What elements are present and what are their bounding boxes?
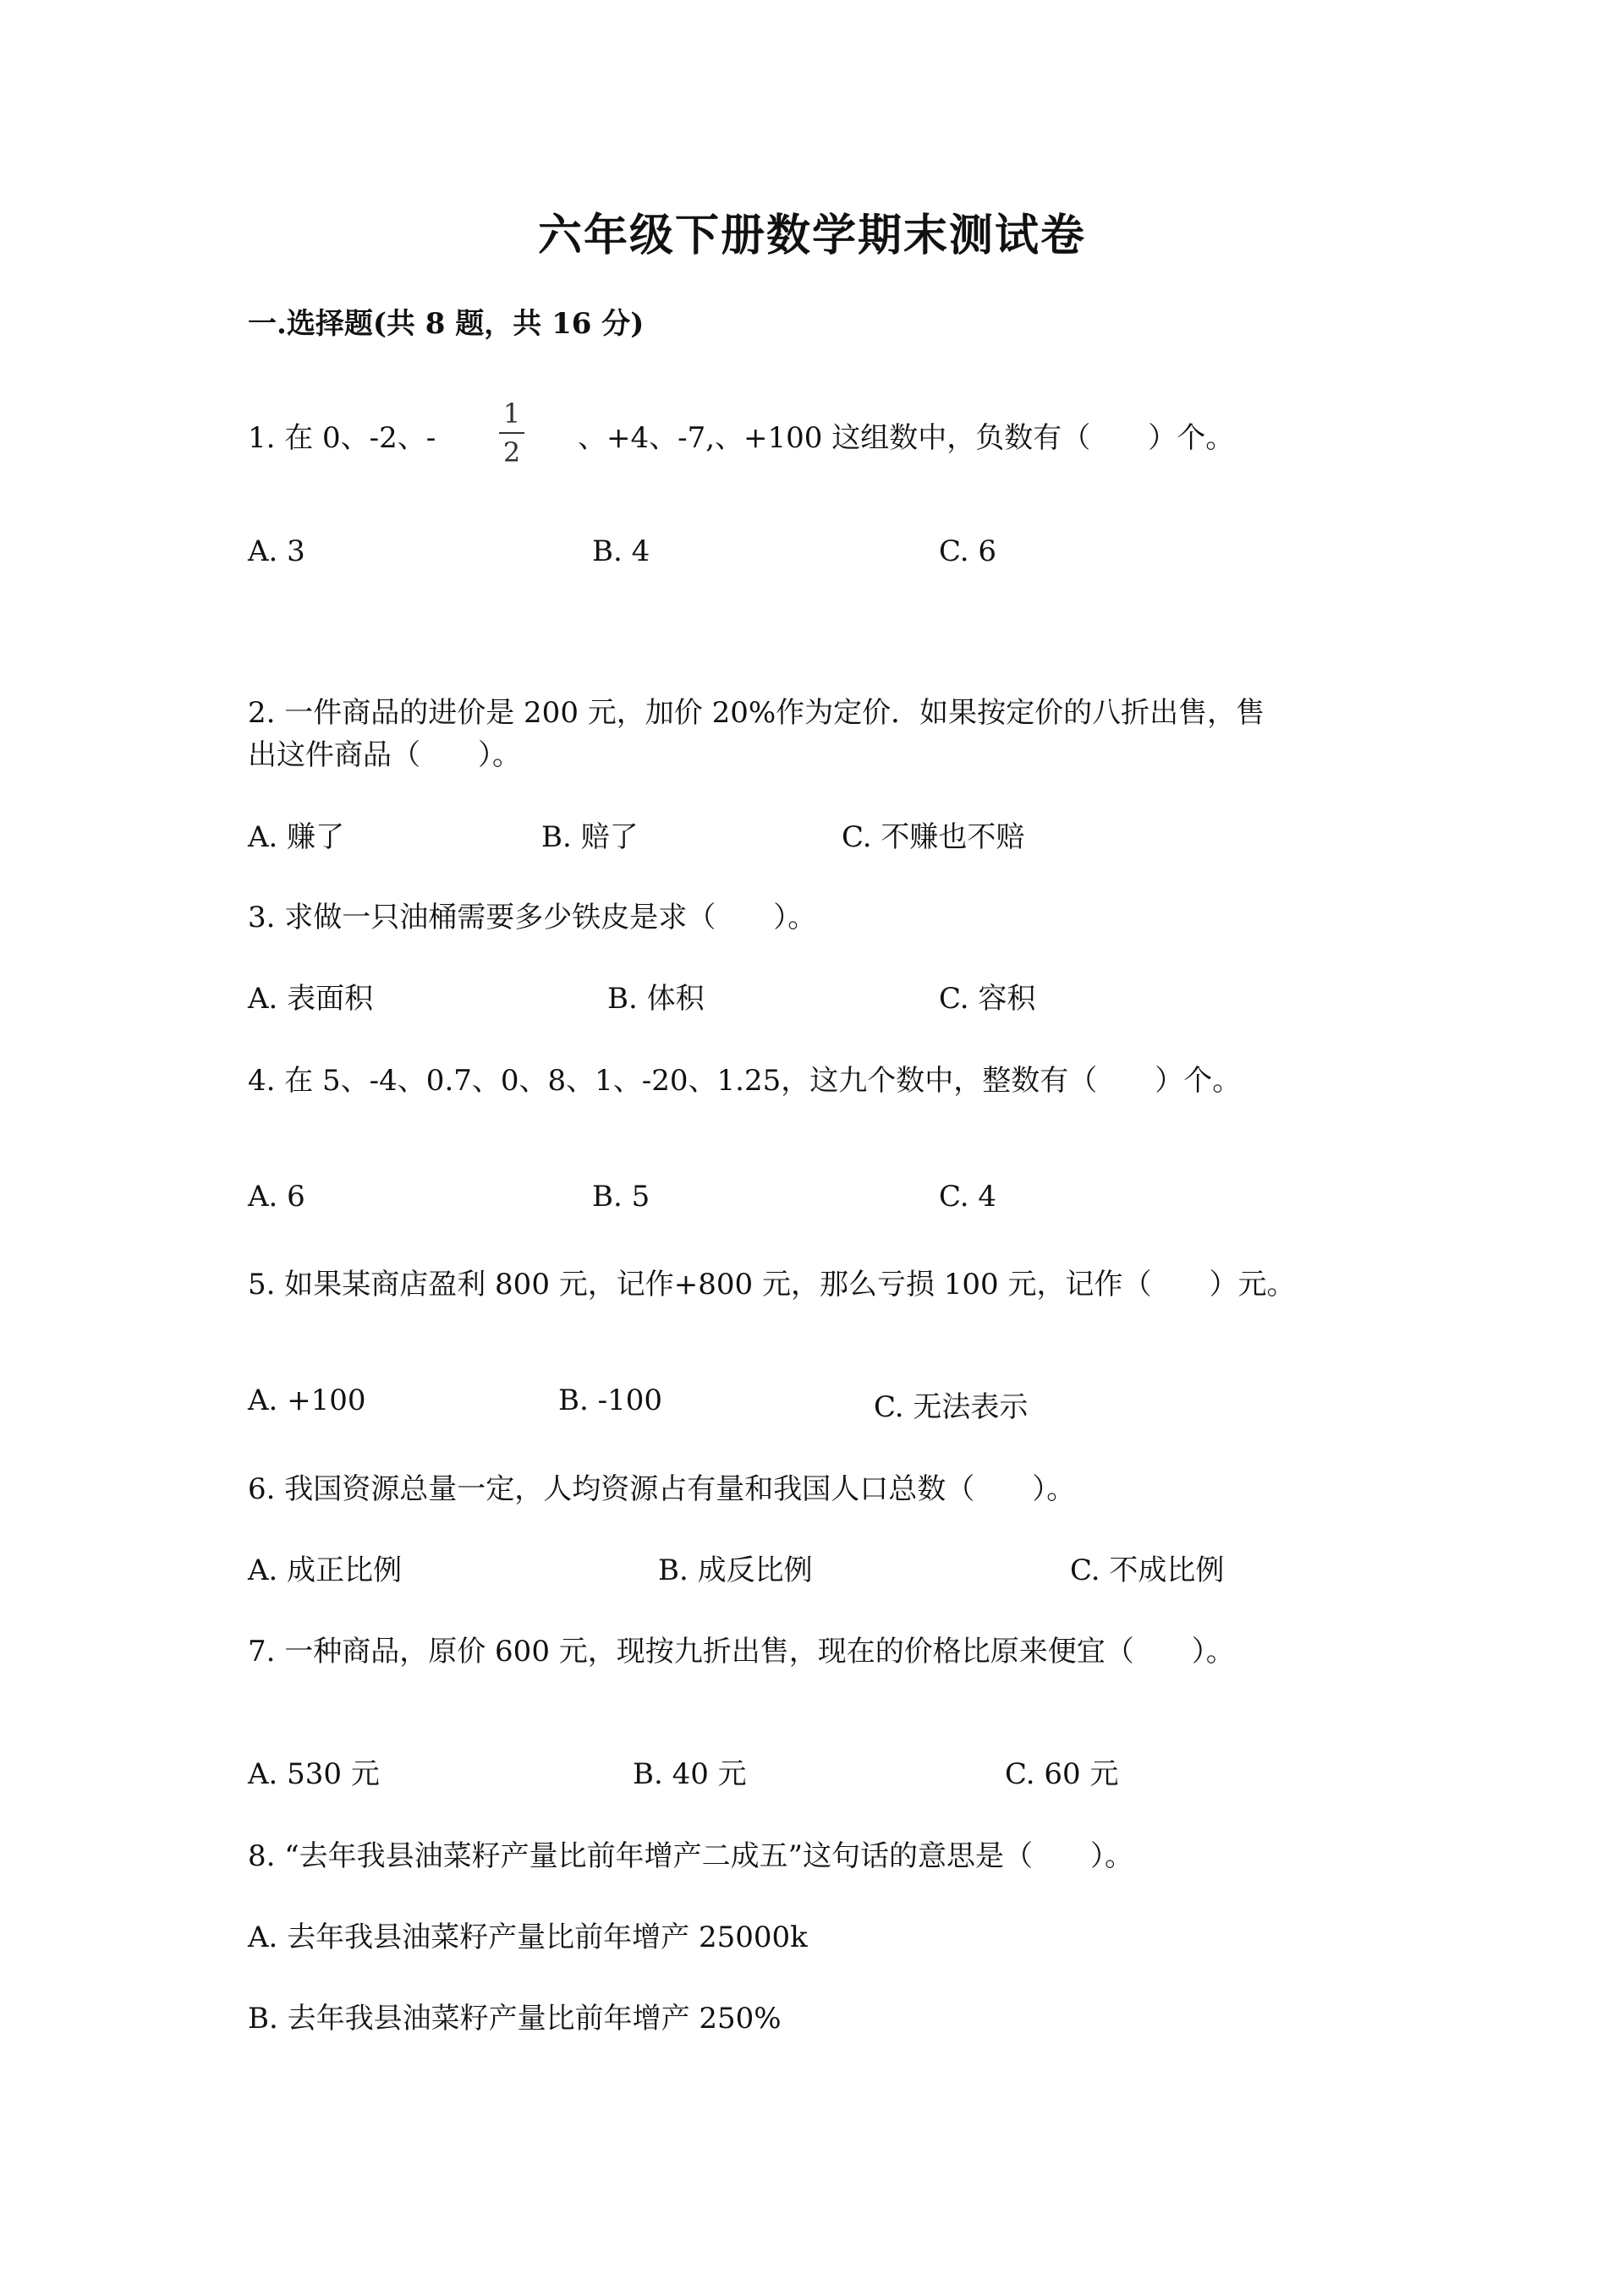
q4-option-c[interactable]: C. 4 — [939, 1180, 997, 1214]
q6-option-c[interactable]: C. 不成比例 — [1070, 1553, 1225, 1587]
q1-fraction-bar — [499, 432, 524, 434]
q5-option-b[interactable]: B. -100 — [558, 1384, 662, 1417]
q2-text-line1: 2. 一件商品的进价是 200 元，加价 20%作为定价．如果按定价的八折出售，售 — [248, 696, 1265, 730]
q8-option-a[interactable]: A. 去年我县油菜籽产量比前年增产 25000k — [248, 1921, 808, 1954]
q1-option-b[interactable]: B. 4 — [592, 534, 650, 568]
q4-option-b[interactable]: B. 5 — [592, 1180, 650, 1214]
q5-option-a[interactable]: A. +100 — [248, 1384, 366, 1417]
q1-text-after: 、+4、-7,、+100 这组数中，负数有（ ）个。 — [578, 421, 1235, 455]
q6-text: 6. 我国资源总量一定，人均资源占有量和我国人口总数（ ）。 — [248, 1472, 1076, 1506]
q2-option-b[interactable]: B. 赔了 — [541, 820, 639, 854]
q4-option-a[interactable]: A. 6 — [248, 1180, 305, 1214]
q1-option-a[interactable]: A. 3 — [248, 534, 305, 568]
q6-option-a[interactable]: A. 成正比例 — [248, 1553, 403, 1587]
q1-fraction — [499, 397, 524, 469]
q5-option-c[interactable]: C. 无法表示 — [874, 1390, 1029, 1424]
section-heading: 一.选择题(共 8 题，共 16 分) — [248, 307, 645, 341]
q7-option-a[interactable]: A. 530 元 — [248, 1757, 380, 1791]
q1-option-c[interactable]: C. 6 — [939, 534, 997, 568]
q1-text-before: 1. 在 0、-2、- — [248, 421, 436, 455]
q8-text: 8. “去年我县油菜籽产量比前年增产二成五”这句话的意思是（ ）。 — [248, 1839, 1134, 1873]
q3-option-b[interactable]: B. 体积 — [607, 982, 705, 1016]
q7-option-b[interactable]: B. 40 元 — [633, 1757, 747, 1791]
q1-fraction-denominator: 2 — [502, 436, 521, 469]
q7-option-c[interactable]: C. 60 元 — [1005, 1757, 1119, 1791]
q2-option-c[interactable]: C. 不赚也不赔 — [842, 820, 1025, 854]
q6-option-b[interactable]: B. 成反比例 — [658, 1553, 813, 1587]
q5-text: 5. 如果某商店盈利 800 元，记作+800 元，那么亏损 100 元，记作（ ）元。 — [248, 1268, 1296, 1301]
q3-option-c[interactable]: C. 容积 — [939, 982, 1036, 1016]
page-title: 六年级下册数学期末测试卷 — [537, 210, 1086, 261]
q4-text: 4. 在 5、-4、0.7、0、8、1、-20、1.25，这九个数中，整数有（ ）个。 — [248, 1064, 1242, 1098]
q2-option-a[interactable]: A. 赚了 — [248, 820, 345, 854]
q1-fraction-numerator: 1 — [502, 397, 521, 430]
q2-text-line2: 出这件商品（ ）。 — [248, 738, 521, 772]
q7-text: 7. 一种商品，原价 600 元，现按九折出售，现在的价格比原来便宜（ ）。 — [248, 1635, 1235, 1669]
q8-option-b[interactable]: B. 去年我县油菜籽产量比前年增产 250% — [248, 2002, 782, 2036]
q3-text: 3. 求做一只油桶需要多少铁皮是求（ ）。 — [248, 901, 817, 934]
q3-option-a[interactable]: A. 表面积 — [248, 982, 374, 1016]
